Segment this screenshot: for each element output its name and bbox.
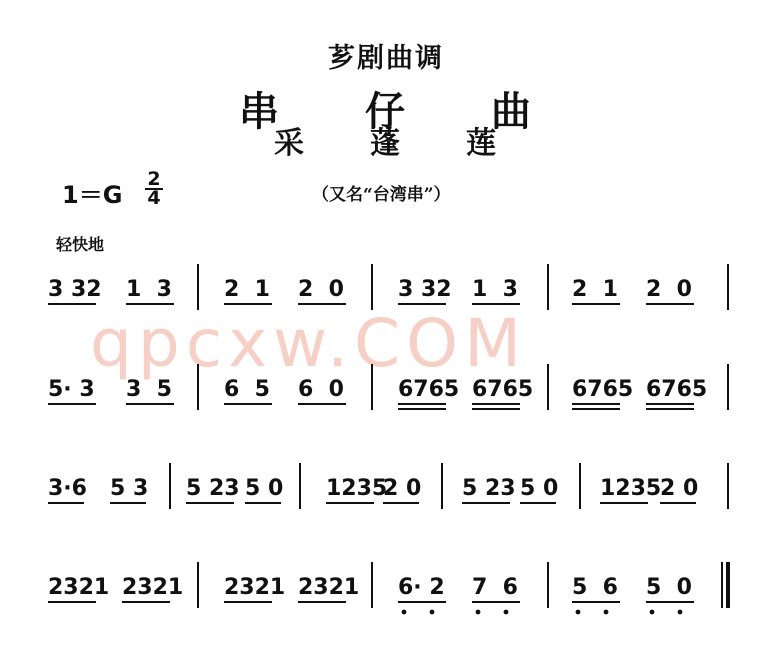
note-group: 2321 xyxy=(122,575,184,600)
low-octave-dot xyxy=(650,610,655,615)
time-signature-numerator: 2 xyxy=(145,171,163,190)
note-group: 6 0 xyxy=(298,377,344,402)
low-octave-dot xyxy=(504,610,509,615)
note-group: 6765 xyxy=(646,377,708,402)
note-group: 6765 xyxy=(398,377,460,402)
note-group: 5 0 xyxy=(520,476,559,501)
song-subtitle: 采 蓬 莲 xyxy=(274,126,498,161)
genre-label: 芗剧曲调 xyxy=(328,43,444,74)
low-octave-dot xyxy=(678,610,683,615)
note-group: 5 0 xyxy=(646,575,692,600)
note-group: 6765 xyxy=(472,377,534,402)
note-group: 6· 2 xyxy=(398,575,445,600)
low-octave-dot xyxy=(402,610,407,615)
note-group: 5 3 xyxy=(110,476,149,501)
note-group: 1235 xyxy=(326,476,388,501)
note-group: 5· 3 xyxy=(48,377,95,402)
note-group: 2321 xyxy=(48,575,110,600)
low-octave-dot xyxy=(476,610,481,615)
note-group: 7 6 xyxy=(472,575,518,600)
note-group: 5 23 xyxy=(462,476,516,501)
note-group: 6 5 xyxy=(224,377,270,402)
low-octave-dot xyxy=(430,610,435,615)
note-group: 3·6 xyxy=(48,476,87,501)
time-signature-denominator: 4 xyxy=(147,187,161,209)
note-group: 2 0 xyxy=(660,476,699,501)
note-group: 2 0 xyxy=(298,277,344,302)
note-group: 2321 xyxy=(224,575,286,600)
note-group: 5 0 xyxy=(245,476,284,501)
note-group: 2 0 xyxy=(646,277,692,302)
song-title: 串 仔 曲 xyxy=(239,89,533,135)
low-octave-dot xyxy=(576,610,581,615)
note-group: 1 3 xyxy=(126,277,172,302)
note-group: 5 23 xyxy=(186,476,240,501)
note-group: 6765 xyxy=(572,377,634,402)
note-group: 5 6 xyxy=(572,575,618,600)
note-group: 2321 xyxy=(298,575,360,600)
alias-note: （又名“台湾串”） xyxy=(312,185,451,205)
watermark: qpcxw.COM xyxy=(90,305,528,382)
note-group: 1235 xyxy=(600,476,662,501)
tempo-marking: 轻快地 xyxy=(56,235,105,254)
note-group: 1 3 xyxy=(472,277,518,302)
note-group: 2 0 xyxy=(383,476,422,501)
note-group: 2 1 xyxy=(572,277,618,302)
note-group: 2 1 xyxy=(224,277,270,302)
low-octave-dot xyxy=(604,610,609,615)
key-signature: 1＝G xyxy=(62,181,123,209)
note-group: 3 5 xyxy=(126,377,172,402)
note-group: 3 32 xyxy=(48,277,102,302)
note-group: 3 32 xyxy=(398,277,452,302)
